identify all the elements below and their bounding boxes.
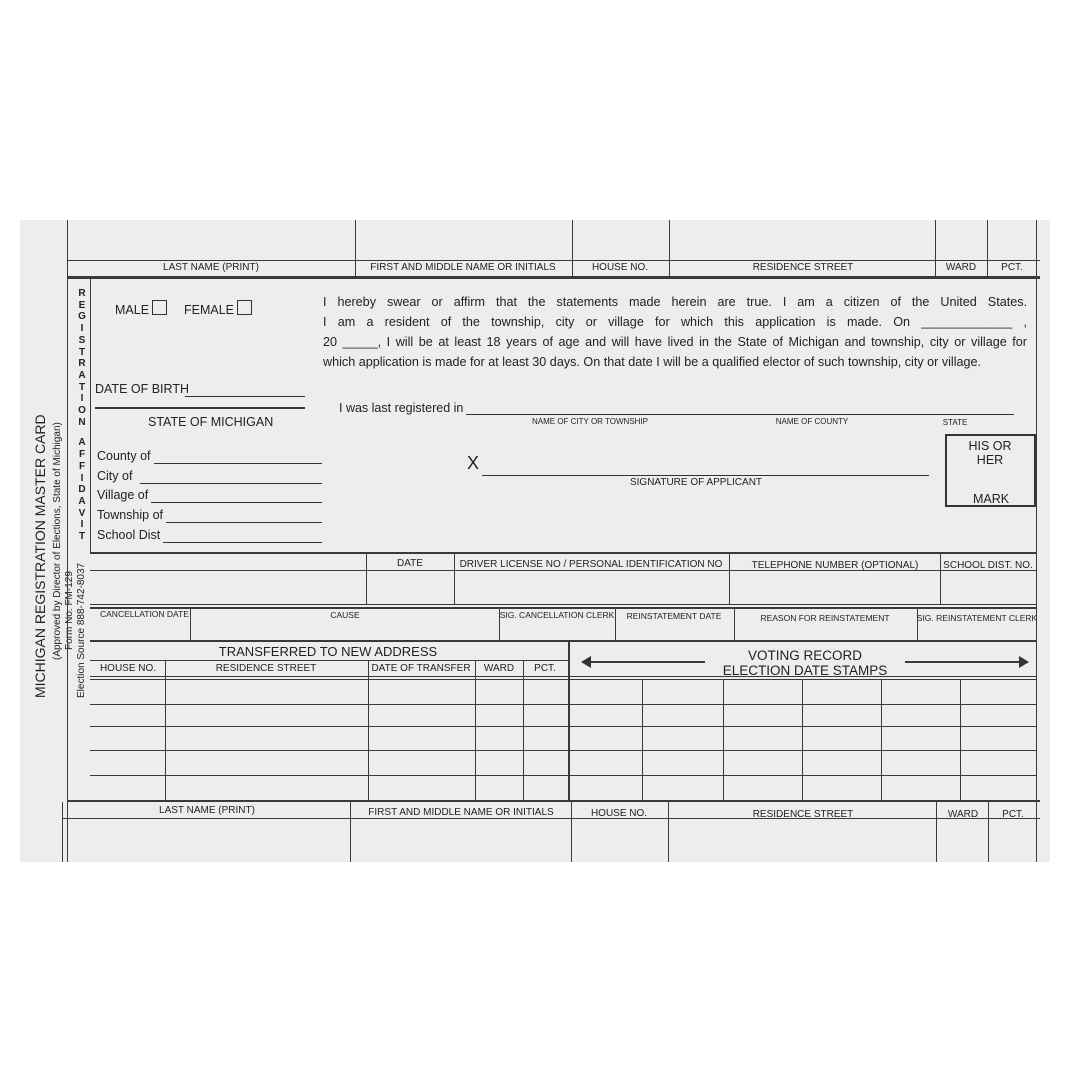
township-field[interactable]: [166, 522, 322, 523]
form-number: Form No. FM-129: [64, 571, 75, 650]
school-dist-label: School Dist: [97, 528, 161, 542]
transfer-residence-street-label: RESIDENCE STREET: [215, 663, 317, 674]
name-city-label: NAME OF CITY OR TOWNSHIP: [531, 417, 649, 426]
city-field[interactable]: [140, 483, 322, 484]
affidavit-letter: D: [78, 484, 86, 496]
name-county-label: NAME OF COUNTY: [775, 417, 849, 426]
affidavit-letter: T: [78, 531, 86, 543]
bottom-house-no-label: HOUSE NO.: [590, 808, 648, 819]
bottom-residence-street-input[interactable]: [669, 820, 935, 862]
affidavit-letter: S: [78, 334, 86, 346]
reason-reinstatement-label: REASON FOR REINSTATEMENT: [760, 613, 890, 623]
registration-affidavit-vertical: [75, 288, 89, 543]
oath-line-1: I hereby swear or affirm that the statements made herein are true. I am a citizen of the United States.: [323, 295, 1027, 309]
state-of-michigan: STATE OF MICHIGAN: [148, 415, 274, 429]
election-date-stamps-title: ELECTION DATE STAMPS: [722, 663, 888, 678]
top-residence-street-label: RESIDENCE STREET: [752, 262, 854, 273]
top-first-name-input[interactable]: [356, 220, 571, 259]
last-registered-field[interactable]: [466, 414, 1014, 415]
oath-line-2: I am a resident of the township, city or village for which this application is made. On _____________ ,: [323, 315, 1027, 329]
top-last-name-label: LAST NAME (PRINT): [163, 262, 259, 273]
approved-note: (Approved by Director of Elections, State of Michigan): [52, 422, 63, 660]
school-dist-field[interactable]: [163, 542, 322, 543]
top-first-name-label: FIRST AND MIDDLE NAME OR INITIALS: [370, 262, 556, 273]
affidavit-letter: R: [78, 288, 86, 299]
bottom-first-name-label: FIRST AND MIDDLE NAME OR INITIALS: [368, 807, 554, 818]
affidavit-letter: I: [80, 323, 84, 335]
oath-line-3: 20 _____, I will be at least 18 years of age and will have lived in the State of Michigan and township, city or village for: [323, 335, 1027, 349]
top-pct-input[interactable]: [988, 220, 1035, 259]
top-ward-input[interactable]: [936, 220, 986, 259]
affidavit-letter: I: [80, 472, 84, 484]
female-label: FEMALE: [184, 303, 235, 317]
arrow-left-icon: [581, 656, 591, 668]
bottom-ward-input[interactable]: [937, 820, 987, 862]
date-input[interactable]: [367, 571, 453, 603]
bottom-residence-street-label: RESIDENCE STREET: [752, 809, 854, 820]
cause-label: CAUSE: [330, 610, 360, 620]
top-house-no-input[interactable]: [573, 220, 668, 259]
transfer-house-no-label: HOUSE NO.: [99, 663, 157, 674]
bottom-house-no-input[interactable]: [572, 820, 667, 862]
top-last-name-input[interactable]: [68, 220, 354, 259]
arrow-right-icon: [1019, 656, 1029, 668]
card-title: MICHIGAN REGISTRATION MASTER CARD: [32, 414, 48, 698]
affidavit-letter: T: [78, 381, 86, 393]
bottom-ward-label: WARD: [947, 809, 979, 820]
affidavit-letter: I: [80, 393, 84, 405]
sig-cancellation-clerk-label: SIG. CANCELLATION CLERK: [499, 610, 615, 620]
registration-master-card: [20, 220, 1050, 862]
affidavit-letter: V: [78, 507, 86, 519]
last-registered-label: I was last registered in: [339, 401, 464, 415]
state-sublabel: STATE: [942, 418, 968, 427]
transfer-pct-label: PCT.: [534, 663, 556, 674]
oath-text: [323, 292, 1027, 372]
his-her-label: HIS OR HER: [968, 439, 1012, 467]
affidavit-letter: A: [78, 495, 86, 507]
female-option[interactable]: [184, 300, 252, 317]
township-label: Township of: [97, 508, 164, 522]
bottom-pct-label: PCT.: [1002, 809, 1024, 820]
date-label: DATE: [397, 558, 423, 569]
top-pct-label: PCT.: [1001, 262, 1023, 273]
village-field[interactable]: [151, 502, 322, 503]
county-field[interactable]: [154, 463, 322, 464]
affidavit-letter: A: [78, 437, 86, 449]
female-checkbox[interactable]: [237, 300, 252, 315]
affidavit-letter: A: [78, 369, 86, 381]
city-label: City of: [97, 469, 133, 483]
telephone-label: TELEPHONE NUMBER (OPTIONAL): [751, 560, 919, 571]
school-dist-no-label: SCHOOL DIST. NO.: [943, 560, 1033, 571]
affidavit-letter: [75, 428, 89, 437]
date-of-birth-field[interactable]: [185, 396, 305, 397]
affidavit-letter: E: [78, 299, 86, 311]
oath-line-4: which application is made for at least 30 days. On that date I will be a qualified elector of such township, city or village.: [323, 355, 982, 369]
sig-reinstatement-clerk-label: SIG. REINSTATEMENT CLERK: [916, 613, 1038, 623]
signature-label: SIGNATURE OF APPLICANT: [629, 477, 763, 488]
election-source: Election Source 888-742-8037: [76, 562, 87, 698]
driver-license-input[interactable]: [455, 571, 728, 603]
voting-record-title: VOTING RECORD: [747, 648, 863, 663]
transfer-title: TRANSFERRED TO NEW ADDRESS: [218, 644, 438, 659]
bottom-pct-input[interactable]: [989, 820, 1035, 862]
top-residence-street-input[interactable]: [670, 220, 934, 259]
affidavit-letter: O: [78, 405, 86, 417]
cancellation-date-label: CANCELLATION DATE: [100, 609, 189, 619]
transfer-date-label: DATE OF TRANSFER: [371, 663, 471, 674]
affidavit-letter: I: [80, 519, 84, 531]
affidavit-letter: F: [78, 449, 86, 461]
bottom-first-name-input[interactable]: [351, 820, 570, 862]
school-dist-no-input[interactable]: [941, 571, 1035, 603]
male-label: MALE: [115, 303, 150, 317]
telephone-input[interactable]: [730, 571, 939, 603]
county-label: County of: [97, 449, 151, 463]
signature-field[interactable]: [482, 475, 929, 476]
top-house-no-label: HOUSE NO.: [591, 262, 649, 273]
top-ward-label: WARD: [945, 262, 977, 273]
affidavit-letter: N: [78, 416, 86, 428]
male-checkbox[interactable]: [152, 300, 167, 315]
affidavit-letter: T: [78, 346, 86, 358]
date-of-birth-label: DATE OF BIRTH: [95, 382, 189, 396]
bottom-last-name-input[interactable]: [63, 820, 349, 862]
mark-label: MARK: [972, 492, 1010, 506]
affidavit-letter: F: [78, 460, 86, 472]
male-option[interactable]: [115, 300, 167, 317]
bottom-last-name-label: LAST NAME (PRINT): [159, 805, 255, 816]
transfer-ward-label: WARD: [483, 663, 515, 674]
reinstatement-date-label: REINSTATEMENT DATE: [626, 611, 722, 621]
village-label: Village of: [97, 488, 149, 502]
affidavit-letter: G: [78, 311, 86, 323]
affidavit-letter: R: [78, 358, 86, 370]
signature-x: X: [467, 453, 480, 473]
driver-license-label: DRIVER LICENSE NO / PERSONAL IDENTIFICATION NO: [459, 559, 723, 570]
